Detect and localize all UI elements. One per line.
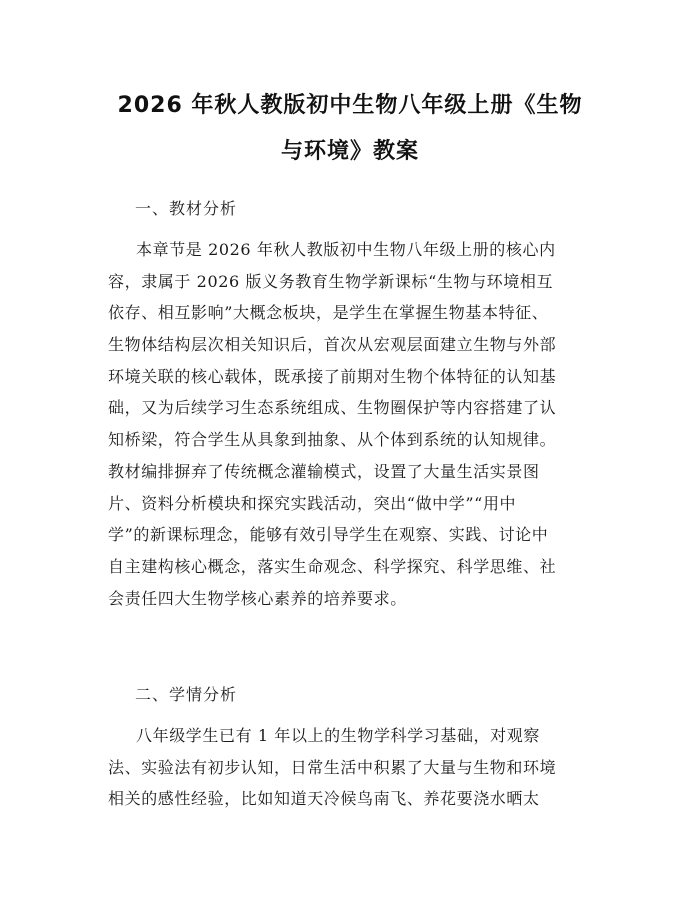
paragraph-line: 本章节是 2026 年秋人教版初中生物八年级上册的核心内 bbox=[136, 240, 556, 259]
paragraph-line: 会责任四大生物学核心素养的培养要求。 bbox=[108, 588, 407, 608]
paragraph-line: 依存、相互影响”大概念板块，是学生在掌握生物基本特征、 bbox=[108, 303, 549, 323]
paragraph-line: 容，隶属于 2026 版义务教育生物学新课标“生物与环境相互 bbox=[108, 271, 554, 291]
paragraph-line: 片、资料分析模块和探究实践活动，突出“做中学”“用中 bbox=[108, 493, 517, 513]
paragraph-line: 环境关联的核心载体，既承接了前期对生物个体特征的认知基 bbox=[108, 366, 557, 386]
paragraph-line: 知桥梁，符合学生从具象到抽象、从个体到系统的认知规律。 bbox=[108, 430, 557, 450]
paragraph-line: 八年级学生已有 1 年以上的生物学科学习基础，对观察 bbox=[136, 726, 540, 745]
paragraph-line: 教材编排摒弃了传统概念灌输模式，设置了大量生活实景图 bbox=[108, 461, 540, 481]
paragraph-line: 法、实验法有初步认知，日常生活中积累了大量与生物和环境 bbox=[108, 757, 557, 777]
section-heading-textbook-analysis: 一、教材分析 bbox=[135, 199, 238, 218]
paragraph-textbook-analysis bbox=[108, 234, 608, 614]
document-title-line-2: 与环境》教案 bbox=[280, 139, 419, 164]
paragraph-line: 相关的感性经验，比如知道天冷候鸟南飞、养花要浇水晒太 bbox=[108, 789, 540, 809]
paragraph-line: 学”的新课标理念，能够有效引导学生在观察、实践、讨论中 bbox=[108, 525, 549, 545]
paragraph-line: 生物体结构层次相关知识后，首次从宏观层面建立生物与外部 bbox=[108, 335, 557, 355]
document-title-line-1: 2026 年秋人教版初中生物八年级上册《生物 bbox=[117, 93, 583, 118]
paragraph-line: 自主建构核心概念，落实生命观念、科学探究、科学思维、社 bbox=[108, 556, 557, 576]
paragraph-line: 础，又为后续学习生态系统组成、生物圈保护等内容搭建了认 bbox=[108, 398, 557, 418]
section-heading-learner-analysis: 二、学情分析 bbox=[135, 685, 238, 704]
paragraph-learner-analysis bbox=[108, 720, 608, 815]
